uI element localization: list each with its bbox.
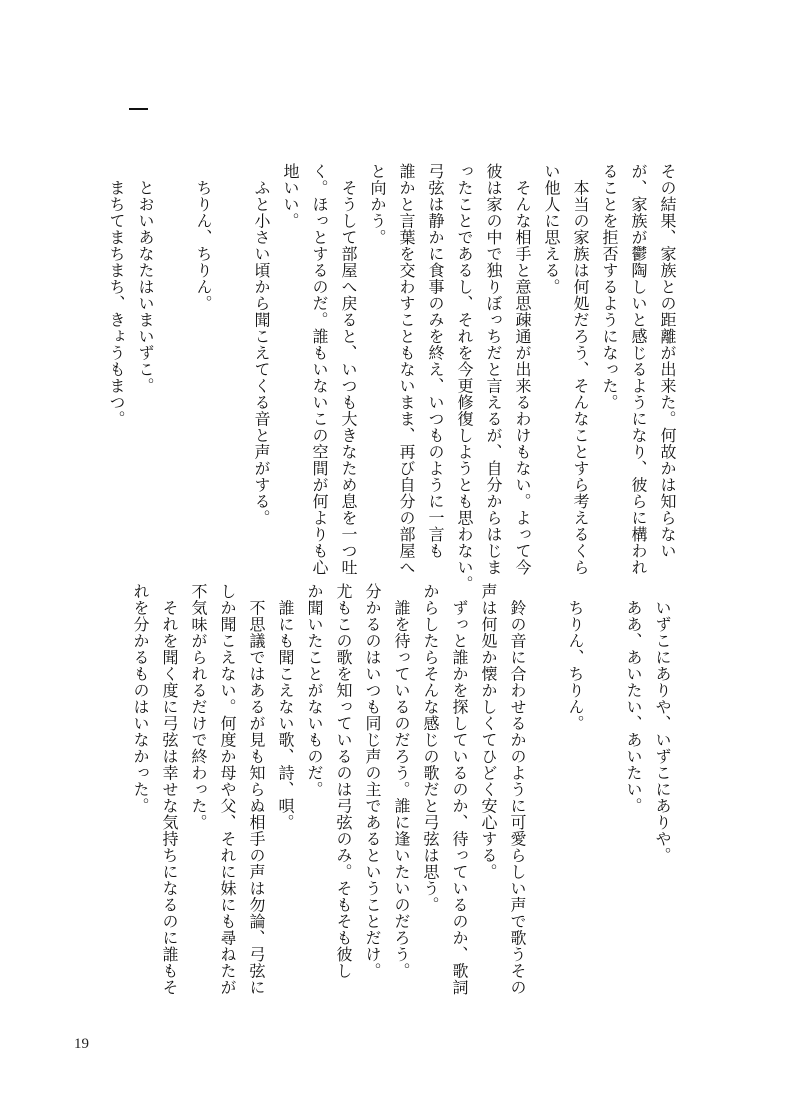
text-line: れを分かるものはいなかった。 bbox=[131, 583, 150, 814]
text-line: 地いい。 bbox=[281, 163, 300, 229]
text-line: ることを拒否するようになった。 bbox=[600, 163, 619, 411]
text-line: か聞いたことがないものだ。 bbox=[305, 583, 324, 798]
text-line: そうして部屋へ戻ると、いつも大きなため息を一つ吐 bbox=[339, 163, 358, 576]
blank-line bbox=[532, 583, 561, 993]
text-line: 誰を待っているのだろう。誰に逢いたいのだろう。 bbox=[392, 583, 411, 979]
text-line: いずこにありや、いずこにありや。 bbox=[653, 583, 672, 864]
text-line: い他人に思える。 bbox=[542, 163, 561, 295]
text-line: が、家族が鬱陶しいと感じるようになり、彼らに構われ bbox=[629, 163, 648, 576]
text-line: 声は何処か懐かしくてひどく安心する。 bbox=[479, 583, 498, 880]
blank-line bbox=[590, 583, 619, 993]
blank-line bbox=[160, 163, 189, 573]
text-line: く。ほっとするのだ。誰もいないこの空間が何よりも心 bbox=[310, 163, 329, 576]
text-line: ちりん、ちりん。 bbox=[194, 163, 213, 312]
text-line: 鈴の音に合わせるかのように可愛らしい声で歌うその bbox=[508, 583, 527, 996]
upper-text-block bbox=[102, 163, 682, 592]
page-number: 19 bbox=[74, 1036, 89, 1052]
text-line: ずっと誰かを探しているのか、待っているのか、歌詞 bbox=[450, 583, 469, 996]
text-line: しか聞こえない。何度か母や父、それに妹にも尋ねたが bbox=[218, 583, 237, 996]
text-line: ふと小さい頃から聞こえてくる音と声がする。 bbox=[252, 163, 271, 526]
text-line: そんな相手と意思疎通が出来るわけもない。よって今 bbox=[513, 163, 532, 576]
text-line: 彼は家の中で独りぼっちだと言えるが、自分からはじま bbox=[484, 163, 503, 576]
chapter-dash-mark bbox=[129, 108, 148, 110]
text-line: とおいあなたはいまいずこ。 bbox=[136, 163, 155, 394]
text-line: 本当の家族は何処だろう、そんなことすら考えるくら bbox=[571, 163, 590, 576]
text-line: 不思議ではあるが見も知らぬ相手の声は勿論、弓弦に bbox=[247, 583, 266, 996]
text-line: その結果、家族との距離が出来た。何故かは知らない bbox=[658, 163, 677, 559]
text-line: まちてまちまち、きょうもまつ。 bbox=[107, 163, 126, 427]
text-line: それを聞く度に弓弦は幸せな気持ちになるのに誰もそ bbox=[160, 583, 179, 996]
text-line: 誰にも聞こえない歌、詩、唄。 bbox=[276, 583, 295, 831]
text-line: ったことであるし、それを今更修復しようとも思わない。 bbox=[455, 163, 474, 592]
text-line: 弓弦は静かに食事のみを終え、いつものように一言も bbox=[426, 163, 445, 559]
lower-text-block bbox=[126, 583, 677, 996]
blank-line bbox=[218, 163, 247, 573]
text-line: 不気味がられるだけで終わった。 bbox=[189, 583, 208, 831]
text-line: と向かう。 bbox=[368, 163, 387, 246]
text-line: ああ、あいたい、あいたい。 bbox=[624, 583, 643, 814]
text-line: ちりん、ちりん。 bbox=[566, 583, 585, 732]
text-line: 分かるのはいつも同じ声の主であるということだけ。 bbox=[363, 583, 382, 979]
text-line: からしたらそんな感じの歌だと弓弦は思う。 bbox=[421, 583, 440, 913]
text-line: 尤もこの歌を知っているのは弓弦のみ。そもそも彼し bbox=[334, 583, 353, 979]
text-line: 誰かと言葉を交わすこともないまま、再び自分の部屋へ bbox=[397, 163, 416, 576]
